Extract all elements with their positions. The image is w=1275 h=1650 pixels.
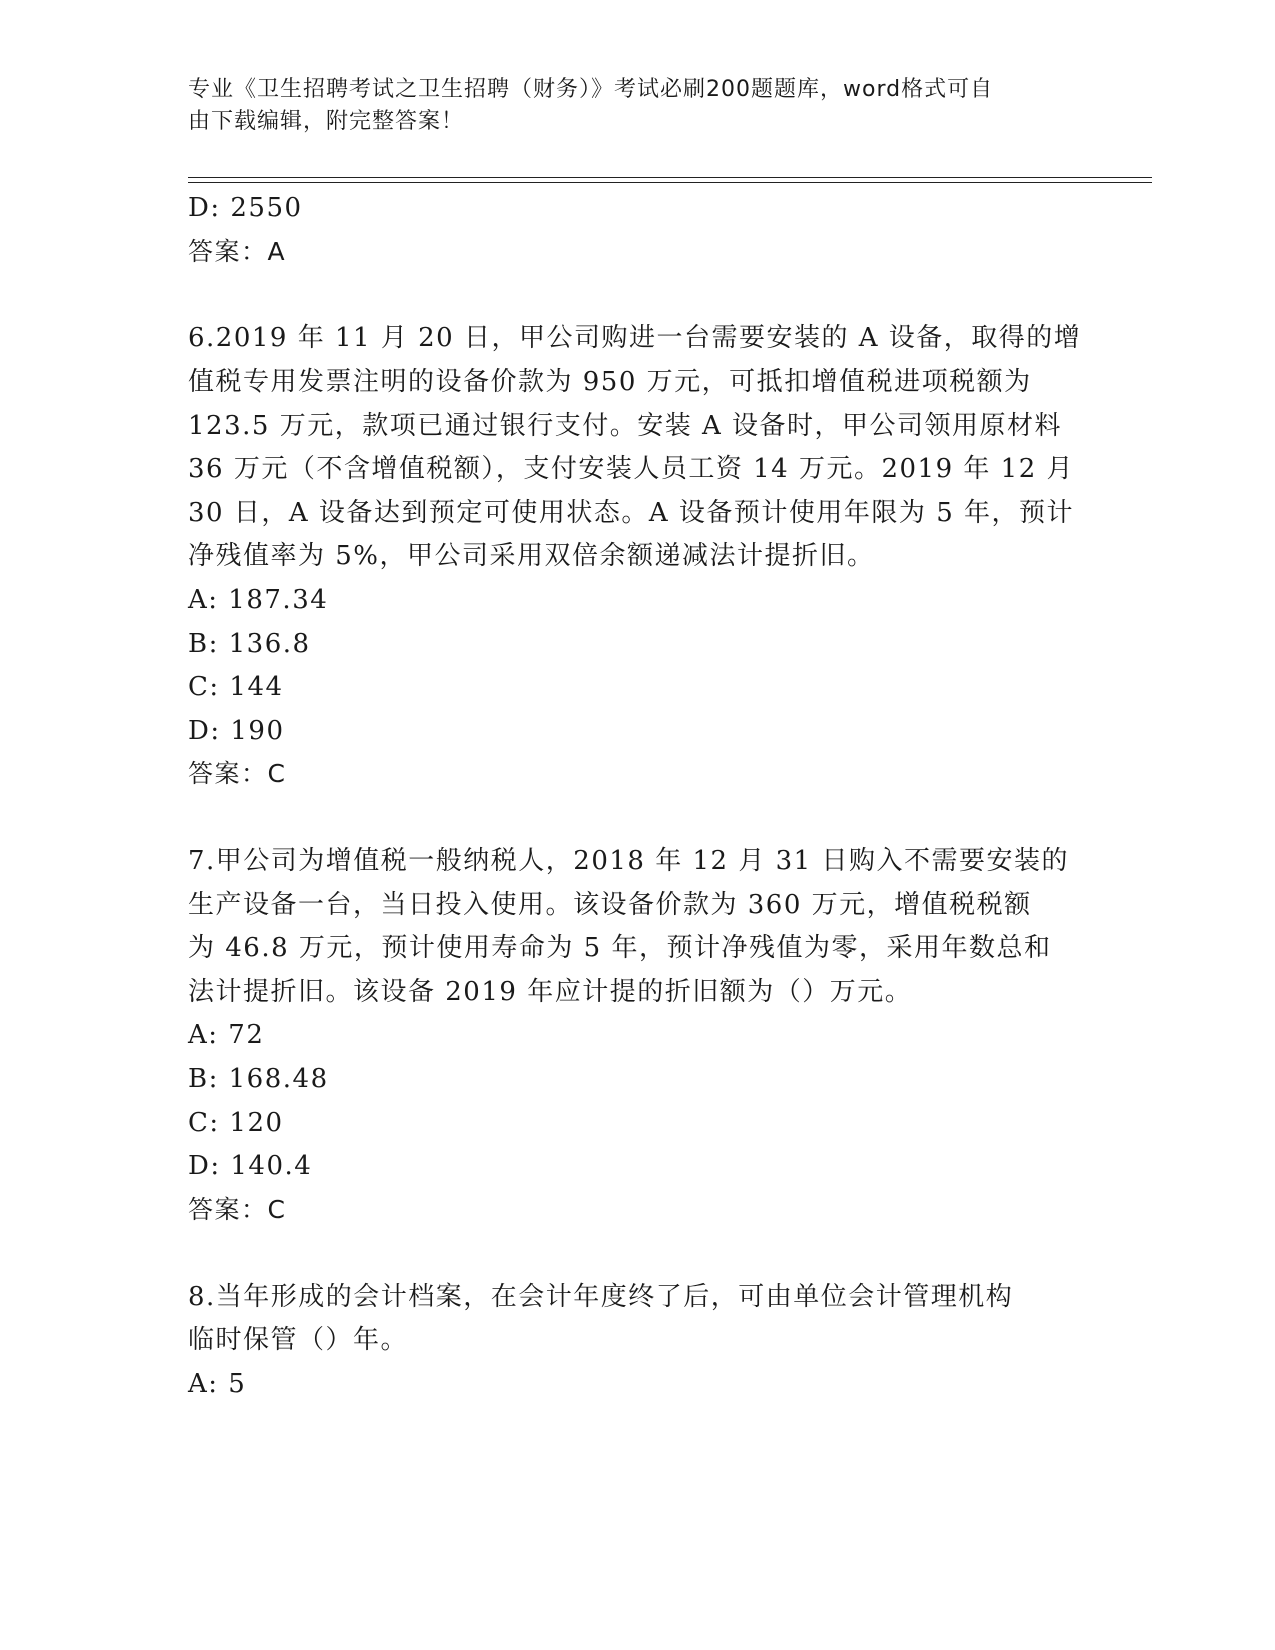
q8-line-1: 8.当年形成的会计档案，在会计年度终了后，可由单位会计管理机构 [188, 1282, 1014, 1312]
q6-option-d: D: 190 [188, 716, 285, 746]
header-divider-top [188, 177, 1152, 178]
header-line-2: 由下载编辑，附完整答案！ [188, 109, 465, 134]
q7-option-d: D: 140.4 [188, 1151, 313, 1181]
q7-line-4: 法计提折旧。该设备 2019 年应计提的折旧额为（）万元。 [188, 977, 913, 1007]
q8-option-a: A: 5 [188, 1369, 247, 1399]
q6-option-b: B: 136.8 [188, 629, 311, 659]
q7-answer: 答案：C [188, 1195, 287, 1224]
q7-option-a: A: 72 [188, 1020, 265, 1050]
q7-line-3: 为 46.8 万元，预计使用寿命为 5 年，预计净残值为零，采用年数总和 [188, 933, 1052, 963]
header-divider-bottom [188, 182, 1152, 183]
q6-line-1: 6.2019 年 11 月 20 日，甲公司购进一台需要安装的 A 设备，取得的增 [188, 323, 1082, 353]
q8-line-2: 临时保管（）年。 [188, 1325, 409, 1355]
q6-line-5: 30 日，A 设备达到预定可使用状态。A 设备预计使用年限为 5 年，预计 [188, 498, 1075, 528]
q5-answer: 答案：A [188, 237, 287, 266]
q6-answer: 答案：C [188, 759, 287, 788]
q7-line-2: 生产设备一台，当日投入使用。该设备价款为 360 万元，增值税税额 [188, 890, 1032, 920]
header-line-1: 专业《卫生招聘考试之卫生招聘（财务）》考试必刷200题题库，word格式可自 [188, 77, 994, 102]
q6-option-c: C: 144 [188, 672, 284, 702]
q6-line-6: 净残值率为 5%，甲公司采用双倍余额递减法计提折旧。 [188, 541, 875, 571]
q5-option-d: D: 2550 [188, 193, 303, 223]
q6-line-2: 值税专用发票注明的设备价款为 950 万元，可抵扣增值税进项税额为 [188, 367, 1032, 397]
q6-option-a: A: 187.34 [188, 585, 329, 615]
q6-line-3: 123.5 万元，款项已通过银行支付。安装 A 设备时，甲公司领用原材料 [188, 411, 1063, 441]
q7-option-c: C: 120 [188, 1108, 284, 1138]
q7-option-b: B: 168.48 [188, 1064, 329, 1094]
document-header [188, 74, 1088, 138]
q6-line-4: 36 万元（不含增值税额），支付安装人员工资 14 万元。2019 年 12 月 [188, 454, 1075, 484]
q7-line-1: 7.甲公司为增值税一般纳税人，2018 年 12 月 31 日购入不需要安装的 [188, 846, 1069, 876]
